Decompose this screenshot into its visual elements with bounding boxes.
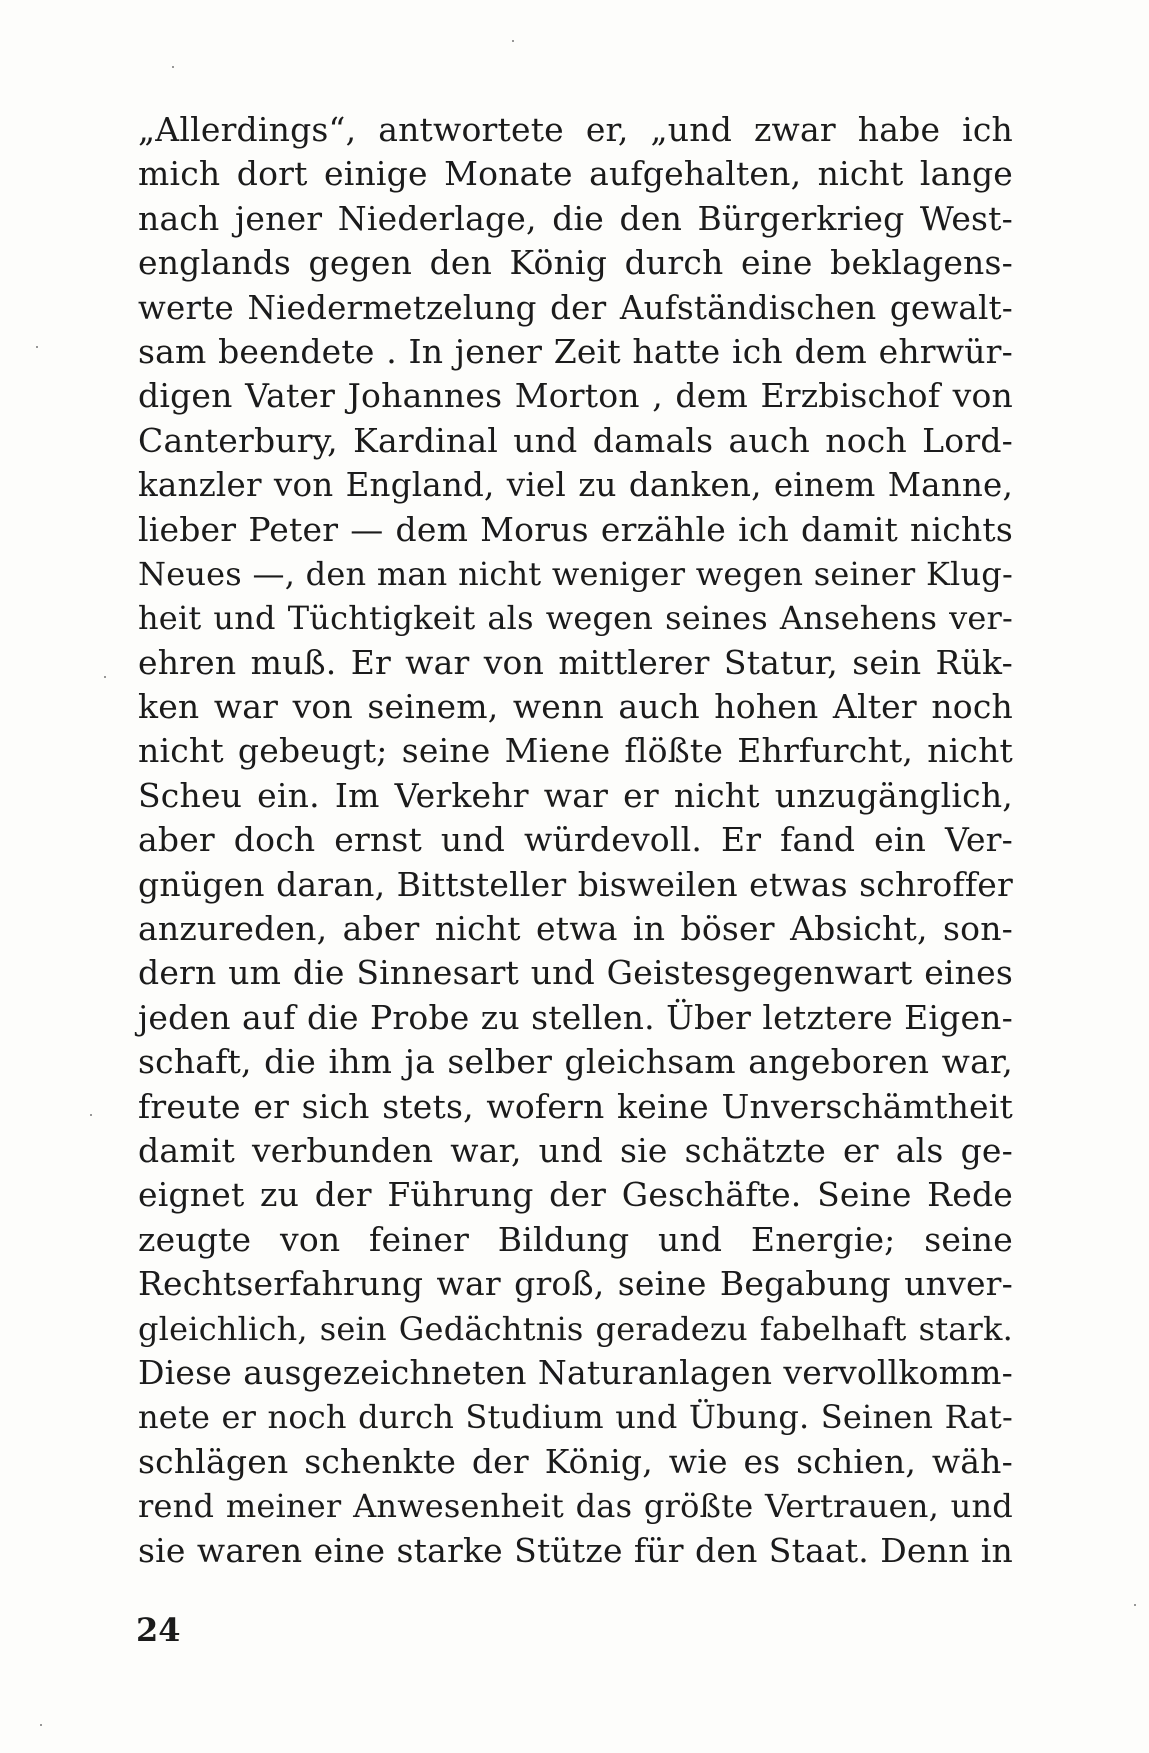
- text-line: Canterbury, Kardinal und damals auch noch Lord-: [138, 420, 1013, 460]
- text-line: damit verbunden war, und sie schätzte er als ge-: [138, 1130, 1013, 1170]
- text-line: Rechtserfahrung war groß, seine Begabung unver-: [138, 1264, 1013, 1304]
- scan-speck: [512, 40, 514, 42]
- text-line: schlägen schenkte der König, wie es schien, wäh-: [138, 1441, 1013, 1481]
- text-line: Diese ausgezeichneten Naturanlagen vervollkomm-: [138, 1352, 1013, 1392]
- scan-speck: [172, 66, 174, 68]
- text-line: aber doch ernst und würdevoll. Er fand ein Ver-: [138, 820, 1013, 860]
- text-line: englands gegen den König durch eine beklagens-: [138, 243, 1013, 283]
- text-line: nete er noch durch Studium und Übung. Seinen Rat-: [138, 1398, 1013, 1437]
- text-line: ken war von seinem, wenn auch hohen Alter noch: [138, 687, 1013, 727]
- text-line: heit und Tüchtigkeit als wegen seines Ansehens ver-: [138, 599, 1013, 638]
- page-number: 24: [136, 1611, 181, 1649]
- scan-speck: [104, 676, 106, 678]
- text-line: jeden auf die Probe zu stellen. Über letztere Eigen-: [138, 997, 1013, 1037]
- scan-speck: [1134, 1604, 1136, 1606]
- text-line: zeugte von feiner Bildung und Energie; seine: [138, 1219, 1013, 1259]
- text-line: dern um die Sinnesart und Geistesgegenwart eines: [138, 953, 1013, 993]
- scan-speck: [36, 346, 38, 348]
- text-line: freute er sich stets, wofern keine Unverschämtheit: [138, 1086, 1013, 1126]
- text-line: „Allerdings“, antwortete er, „und zwar habe ich: [138, 110, 1013, 149]
- text-line: digen Vater Johannes Morton , dem Erzbischof von: [138, 376, 1013, 416]
- text-line: rend meiner Anwesenheit das größte Vertrauen, und: [138, 1487, 1013, 1526]
- text-line: anzureden, aber nicht etwa in böser Absicht, son-: [138, 909, 1013, 949]
- text-line: eignet zu der Führung der Geschäfte. Seine Rede: [138, 1175, 1013, 1215]
- scan-speck: [40, 1724, 42, 1726]
- text-line: nach jener Niederlage, die den Bürgerkrieg West-: [138, 198, 1013, 238]
- text-line: sam beendete . In jener Zeit hatte ich dem ehrwür-: [138, 331, 1013, 371]
- scan-speck: [90, 1114, 92, 1116]
- text-line: gnügen daran, Bittsteller bisweilen etwas schroffer: [138, 864, 1013, 904]
- text-line: werte Niedermetzelung der Aufständischen gewalt-: [138, 288, 1013, 327]
- body-text: [138, 108, 1013, 1573]
- text-line: schaft, die ihm ja selber gleichsam angeboren war,: [138, 1042, 1013, 1082]
- text-line: gleichlich, sein Gedächtnis geradezu fabelhaft stark.: [138, 1309, 1013, 1348]
- text-line: Scheu ein. Im Verkehr war er nicht unzugänglich,: [138, 775, 1013, 815]
- text-line: ehren muß. Er war von mittlerer Statur, sein Rük-: [138, 642, 1013, 682]
- text-line: Neues —, den man nicht weniger wegen seiner Klug-: [138, 554, 1013, 593]
- text-line: nicht gebeugt; seine Miene flößte Ehrfurcht, nicht: [138, 731, 1013, 771]
- text-line: mich dort einige Monate aufgehalten, nicht lange: [138, 154, 1013, 194]
- text-line: kanzler von England, viel zu danken, einem Manne,: [138, 466, 1013, 505]
- text-line: sie waren eine starke Stütze für den Staat. Denn in: [138, 1530, 1013, 1570]
- text-line: lieber Peter — dem Morus erzähle ich damit nichts: [138, 509, 1013, 549]
